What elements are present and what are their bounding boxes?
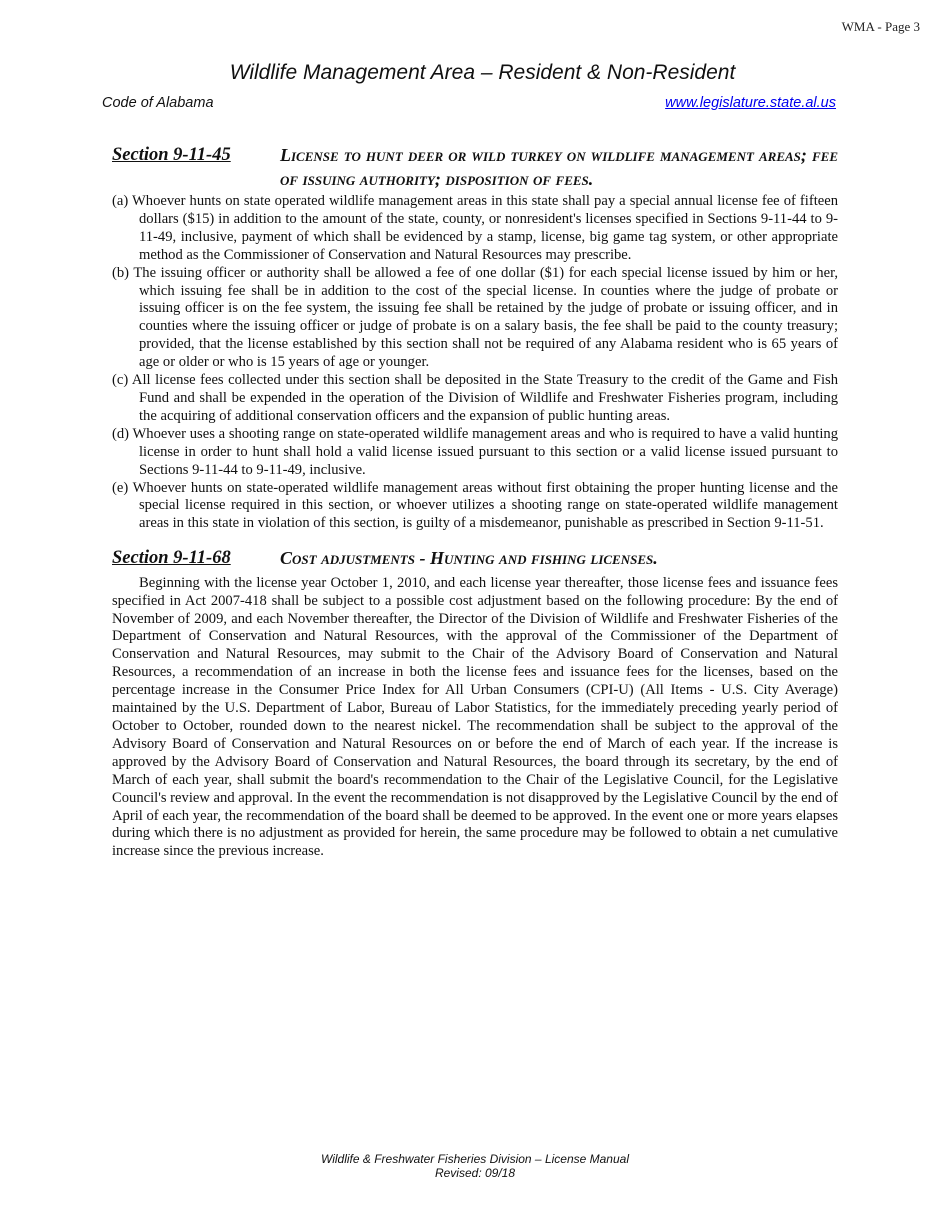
code-label: Code of Alabama	[102, 95, 214, 111]
list-item: (e) Whoever hunts on state-operated wildlife management areas without first obtaining the proper hunting license and the special license required in this section, or whoever utilizes a shooting range on state-operated wildlife management areas in this state in violation of this section, is guilty of a misdemeanor, punishable as prescribed in Section 9-11-51.	[112, 479, 838, 532]
section-number: Section 9-11-45	[112, 145, 231, 165]
footer-line: Wildlife & Freshwater Fisheries Division – License Manual	[320, 1152, 629, 1166]
page-footer	[0, 1152, 950, 1180]
list-item: (b) The issuing officer or authority shall be allowed a fee of one dollar ($1) for each special license issued by him or her, which issuing fee shall be in addition to the cost of the special license. In counties where the judge of probate or issuing officer is on the fee system, the issuing fee shall be retained by the judge of probate or issuing officer, and in counties where the issuing officer or judge of probate is on a salary basis, the fee shall be paid to the county treasury; provided, that the license established by this section shall not be required of any Alabama resident who is 65 years of age or older or who is 15 years of age or younger.	[112, 264, 838, 371]
footer-revision: Revised: 09/18	[434, 1166, 516, 1180]
document-body	[112, 144, 838, 861]
page-title: Wildlife Management Area – Resident & Non-Resident	[229, 61, 736, 84]
list-item: (d) Whoever uses a shooting range on state-operated wildlife management areas and who is required to have a valid hunting license in order to hunt shall hold a valid license issued pursuant to this section or a valid license issued pursuant to Sections 9-11-44 to 9-11-49, inclusive.	[112, 425, 838, 478]
section-title: Cost adjustments - Hunting and fishing licenses.	[280, 548, 658, 569]
section-heading	[112, 144, 838, 191]
section-number: Section 9-11-68	[112, 548, 231, 569]
section-title: License to hunt deer or wild turkey on wildlife management areas; fee of issuing authority; disposition of fees.	[280, 145, 838, 189]
legislature-link[interactable]: www.legislature.state.al.us	[665, 95, 836, 111]
section-paragraph: Beginning with the license year October 1, 2010, and each license year thereafter, those license fees and issuance fees specified in Act 2007-418 shall be subject to a possible cost adjustment based on the following procedure: By the end of November of 2009, and each November thereafter, the Director of the Division of Wildlife and Freshwater Fisheries of the Department of Conservation and Natural Resources, with the approval of the Commissioner of the Department of Conservation and Natural Resources, may submit to the Chair of the Advisory Board of Conservation and Natural Resources, a recommendation of an increase in both the license fees and issuance fees for the licenses, based on the percentage increase in the Consumer Price Index for All Urban Consumers (CPI-U) (All Items - U.S. City Average) maintained by the U.S. Department of Labor, Bureau of Labor Statistics, for the immediately preceding yearly period of October to October, rounded down to the nearest nickel. The recommendation shall be subject to the approval of the Advisory Board of Conservation and Natural Resources on or before the end of March of each year. If the increase is approved by the Advisory Board of Conservation and Natural Resources, the board through its secretary, by the end of March of each year, shall submit the board's recommendation to the Chair of the Legislative Council, for the Legislative Council's review and approval. In the event the recommendation is not disapproved by the Legislative Council by the end of April of each year, the recommendation of the board shall be deemed to be approved. In the event one or more years elapses during which there is no adjustment as provided for herein, the same procedure may be followed to obtain a net cumulative increase since the previous increase.	[112, 574, 838, 860]
section-heading	[112, 547, 838, 571]
list-item: (a) Whoever hunts on state operated wildlife management areas in this state shall pay a special annual license fee of fifteen dollars ($15) in addition to the amount of the state, county, or nonresident's licenses specified in Sections 9-11-44 to 9-11-49, inclusive, payment of which shall be evidenced by a stamp, license, big game tag system, or other appropriate method as the Commissioner of Conservation and Natural Resources may prescribe.	[112, 193, 838, 263]
page-number: WMA - Page 3	[841, 19, 920, 34]
list-item: (c) All license fees collected under this section shall be deposited in the State Treasury to the credit of the Game and Fish Fund and shall be expended in the operation of the Division of Wildlife and Freshwater Fisheries program, including the acquiring of additional conservation officers and the expansion of public hunting areas.	[112, 372, 838, 424]
header-subline	[102, 95, 836, 111]
